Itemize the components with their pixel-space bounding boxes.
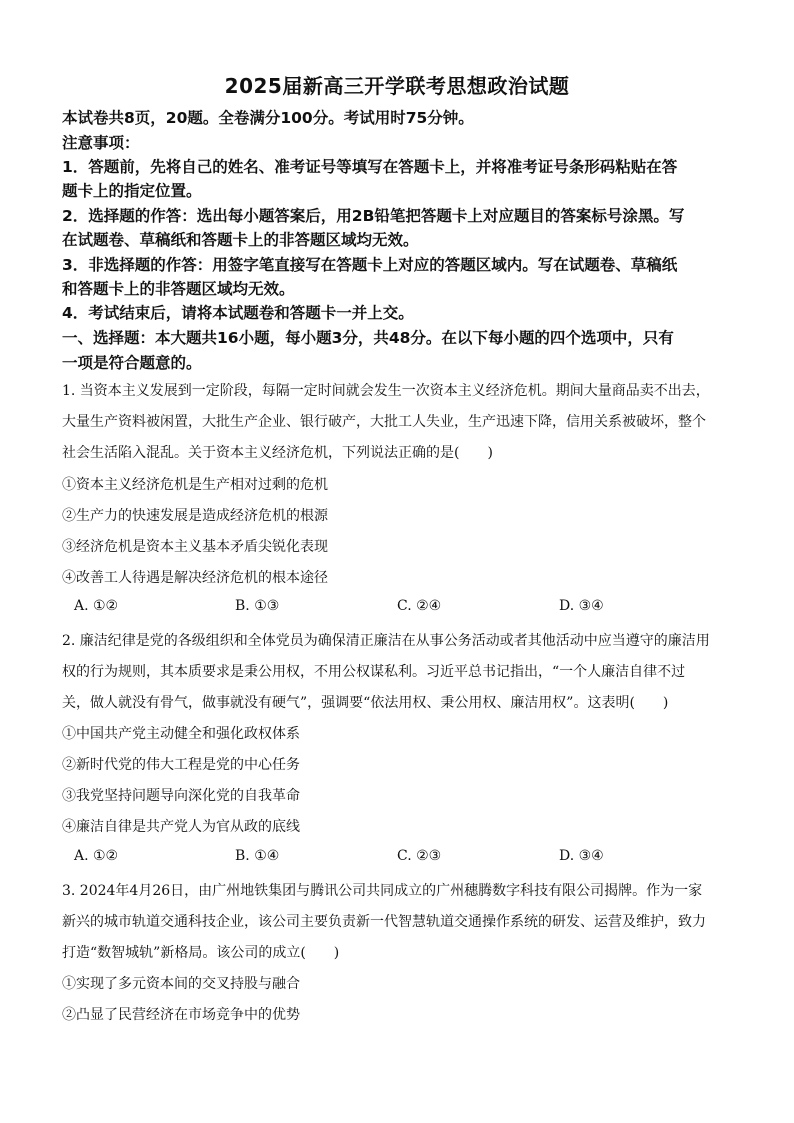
q2-stem-line-1: 2. 廉洁纪律是党的各级组织和全体党员为确保清正廉洁在从事公务活动或者其他活动中应当遵守的廉洁用: [62, 633, 710, 649]
q2-option-d: D. ③④: [559, 848, 604, 864]
q3-stem-line-1: 3. 2024年4月26日，由广州地铁集团与腾讯公司共同成立的广州穗腾数字科技有限公司揭牌。作为一家: [62, 883, 703, 899]
q2-stem-line-2: 权的行为规则，其本质要求是秉公用权，不用公权谋私利。习近平总书记指出，“一个人廉洁自律不过: [62, 664, 686, 680]
exam-summary: 本试卷共8页，20题。全卷满分100分。考试用时75分钟。: [62, 109, 474, 127]
note-2-line-1: 2．选择题的作答：选出每小题答案后，用2B铅笔把答题卡上对应题目的答案标号涂黑。写: [62, 207, 685, 225]
q2-stem-line-3: 关，做人就没有骨气，做事就没有硬气”，强调要“依法用权、秉公用权、廉洁用权”。这表明( ): [62, 695, 669, 711]
q1-statement-2: ②生产力的快速发展是造成经济危机的根源: [62, 508, 328, 524]
note-4-line-1: 4．考试结束后，请将本试题卷和答题卡一并上交。: [62, 304, 414, 322]
q2-statement-1: ①中国共产党主动健全和强化政权体系: [62, 726, 300, 742]
q2-option-c: C. ②③: [397, 848, 442, 864]
q2-option-b: B. ①④: [235, 848, 280, 864]
q1-statement-4: ④改善工人待遇是解决经济危机的根本途径: [62, 570, 328, 586]
q2-option-a: A. ①②: [74, 848, 119, 864]
q2-statement-2: ②新时代党的伟大工程是党的中心任务: [62, 757, 300, 773]
note-2-line-2: 在试题卷、草稿纸和答题卡上的非答题区域均无效。: [62, 231, 419, 249]
q3-stem-line-3: 打造“数智城轨”新格局。该公司的成立( ): [62, 945, 340, 961]
q1-option-c: C. ②④: [397, 598, 442, 614]
q3-statement-1: ①实现了多元资本间的交叉持股与融合: [62, 976, 300, 992]
q2-statement-4: ④廉洁自律是共产党人为官从政的底线: [62, 819, 300, 835]
q1-statement-3: ③经济危机是资本主义基本矛盾尖锐化表现: [62, 539, 328, 555]
q1-stem-line-2: 大量生产资料被闲置，大批生产企业、银行破产，大批工人失业，生产迅速下降，信用关系被破坏，整个: [62, 414, 706, 430]
q2-statement-3: ③我党坚持问题导向深化党的自我革命: [62, 788, 300, 804]
q1-option-b: B. ①③: [235, 598, 280, 614]
section-heading-line-1: 一、选择题：本大题共16小题，每小题3分，共48分。在以下每小题的四个选项中，只有: [62, 329, 674, 347]
notice-heading: 注意事项：: [62, 134, 140, 152]
q1-statement-1: ①资本主义经济危机是生产相对过剩的危机: [62, 477, 328, 493]
note-3-line-2: 和答题卡上的非答题区域均无效。: [62, 280, 295, 298]
q3-stem-line-2: 新兴的城市轨道交通科技企业，该公司主要负责新一代智慧轨道交通操作系统的研发、运营及维护，致力: [62, 914, 706, 930]
q1-option-d: D. ③④: [559, 598, 604, 614]
note-1-line-1: 1．答题前，先将自己的姓名、准考证号等填写在答题卡上，并将准考证号条形码粘贴在答: [62, 158, 678, 176]
q1-stem-line-1: 1. 当资本主义发展到一定阶段，每隔一定时间就会发生一次资本主义经济危机。期间大量商品卖不出去，: [62, 383, 710, 399]
q3-statement-2: ②凸显了民营经济在市场竞争中的优势: [62, 1007, 300, 1023]
section-heading-line-2: 一项是符合题意的。: [62, 354, 202, 372]
q1-stem-line-3: 社会生活陷入混乱。关于资本主义经济危机，下列说法正确的是( ): [62, 445, 493, 461]
q1-option-a: A. ①②: [74, 598, 119, 614]
note-3-line-1: 3．非选择题的作答：用签字笔直接写在答题卡上对应的答题区域内。写在试题卷、草稿纸: [62, 256, 678, 274]
page-title: 2025届新高三开学联考思想政治试题: [224, 74, 570, 98]
note-1-line-2: 题卡上的指定位置。: [62, 182, 202, 200]
